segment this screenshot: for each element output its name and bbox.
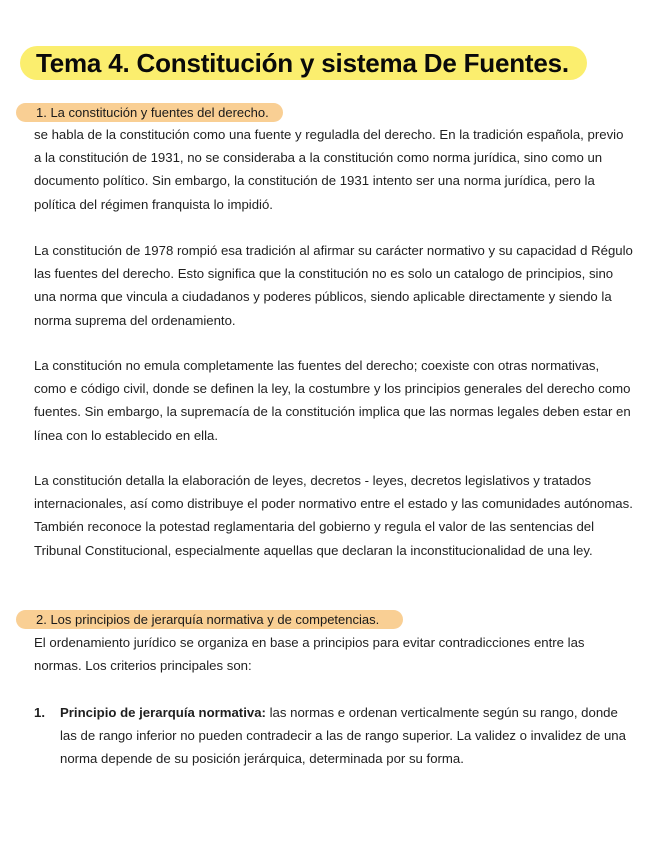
section-1-paragraph-2: La constitución de 1978 rompió esa tradición al afirmar su carácter normativo y su capacidad d Régulo las fuentes del derecho. Esto significa que la constitución no es solo un catalogo de principios, sino una norma que vincula a ciudadanos y poderes públicos, siendo aplicable directamente y siendo la norma suprema del ordenamiento. bbox=[34, 243, 633, 328]
section-1-paragraph-4: La constitución detalla la elaboración de leyes, decretos - leyes, decretos legislativos y tratados internacionales, así como distribuye el poder normativo entre el estado y las comunidades autónomas. También reconoce la potestad reglamentaria del gobierno y regula el valor de las sentencias del Tribunal Constitucional, especialmente aquellas que declaran la inconstitucionalidad de una ley. bbox=[34, 473, 633, 558]
section-2-heading: 2. Los principios de jerarquía normativa y de competencias. bbox=[16, 610, 403, 629]
section-2-intro: El ordenamiento jurídico se organiza en base a principios para evitar contradicciones entre las normas. Los criterios principales son: bbox=[34, 635, 585, 674]
list-item-number: 1. bbox=[34, 705, 45, 720]
criteria-list bbox=[34, 701, 634, 771]
list-item-text: las normas e ordenan verticalmente según su rango, donde las de rango inferior no pueden contradecir a las de rango superior. La validez o invalidez de una norma depende de su posición jerárquica, determinada por su forma. bbox=[60, 705, 626, 767]
page-title: Tema 4. Constitución y sistema De Fuentes. bbox=[20, 46, 587, 80]
section-1-paragraph-1: se habla de la constitución como una fuente y reguladla del derecho. En la tradición española, previo a la constitución de 1931, no se consideraba a la constitución como norma jurídica, sino como un documento político. Sin embargo, la constitución de 1931 intento ser una norma jurídica, pero la política del régimen franquista lo impidió. bbox=[34, 127, 624, 212]
list-item bbox=[34, 701, 634, 771]
list-item-body bbox=[60, 701, 634, 771]
section-1-heading: 1. La constitución y fuentes del derecho. bbox=[16, 103, 283, 122]
section-1-paragraph-3: La constitución no emula completamente las fuentes del derecho; coexiste con otras normativas, como e código civil, donde se definen la ley, la costumbre y los principios generales del derecho como fuentes. Sin embargo, la supremacía de la constitución implica que las normas legales deben estar en línea con lo establecido en ella. bbox=[34, 358, 631, 443]
list-item-term: Principio de jerarquía normativa: bbox=[60, 705, 266, 720]
